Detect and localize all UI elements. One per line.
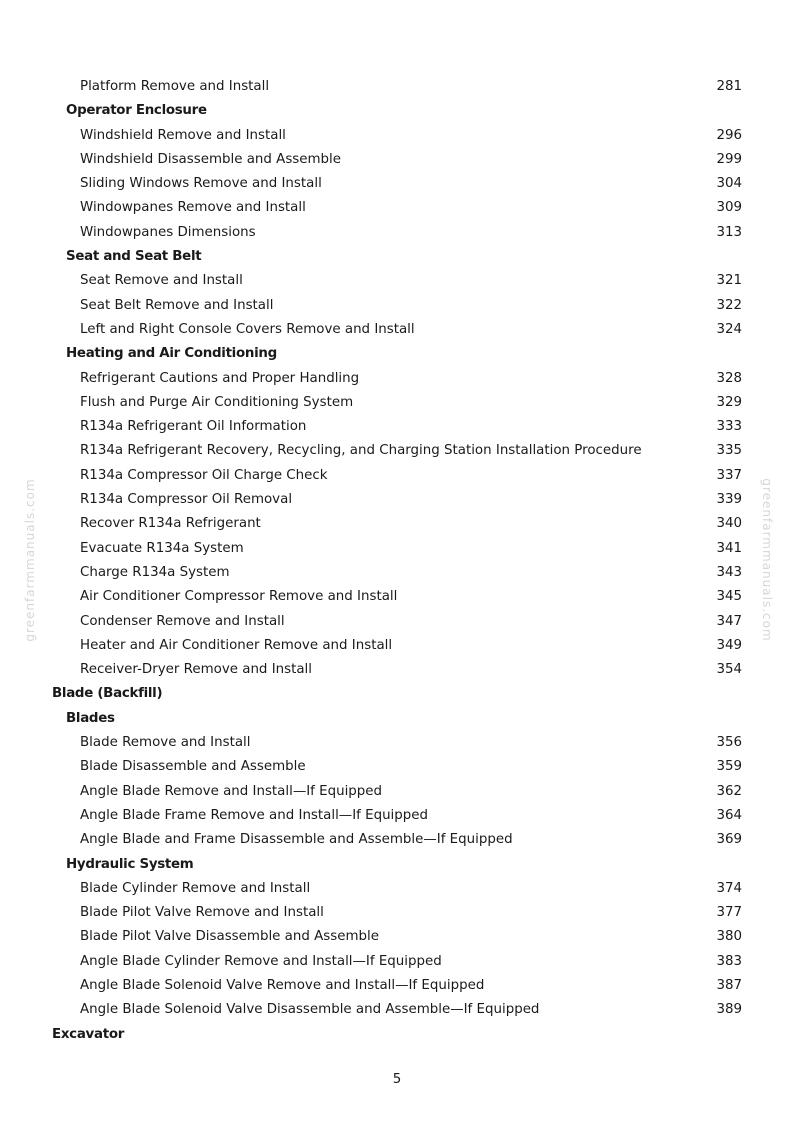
- toc-entry[interactable]: [0, 974, 794, 998]
- toc-entry-page: 389: [716, 1002, 742, 1018]
- toc-entry[interactable]: [0, 512, 794, 536]
- toc-entry-page: 383: [716, 953, 742, 969]
- toc-entry-page: 299: [716, 151, 742, 167]
- toc-entry-title: Angle Blade Frame Remove and Install—If Equipped: [80, 807, 429, 823]
- toc-section-heading[interactable]: [0, 1023, 794, 1047]
- toc-entry-title: Angle Blade Cylinder Remove and Install—If Equipped: [80, 953, 442, 969]
- toc-entry-page: 304: [716, 176, 742, 192]
- toc-entry-title: Blade Pilot Valve Disassemble and Assemble: [80, 929, 379, 945]
- toc-entry-page: 337: [716, 467, 742, 483]
- toc-entry[interactable]: [0, 391, 794, 415]
- toc-entry-page: 328: [716, 370, 742, 386]
- toc-entry[interactable]: [0, 269, 794, 293]
- toc-entry-page: 356: [716, 735, 742, 751]
- toc-entry[interactable]: [0, 804, 794, 828]
- toc-entry-title: Sliding Windows Remove and Install: [80, 176, 322, 192]
- toc-entry-title: Blades: [66, 710, 115, 726]
- toc-subsection-heading[interactable]: [0, 245, 794, 269]
- toc-entry-title: Blade Pilot Valve Remove and Install: [80, 905, 324, 921]
- toc-entry[interactable]: [0, 780, 794, 804]
- toc-entry-title: Receiver-Dryer Remove and Install: [80, 662, 313, 678]
- toc-entry-title: Hydraulic System: [66, 856, 194, 872]
- toc-entry-page: 343: [716, 564, 742, 580]
- toc-entry[interactable]: [0, 658, 794, 682]
- toc-entry-title: Angle Blade Solenoid Valve Disassemble and Assemble—If Equipped: [80, 1002, 540, 1018]
- toc-entry[interactable]: [0, 537, 794, 561]
- page-number: 5: [392, 1072, 402, 1087]
- toc-subsection-heading[interactable]: [0, 707, 794, 731]
- toc-entry[interactable]: [0, 925, 794, 949]
- toc-entry-page: 281: [716, 79, 742, 94]
- toc-entry-title: Angle Blade Remove and Install—If Equipped: [80, 783, 383, 799]
- toc-entry[interactable]: [0, 755, 794, 779]
- toc-entry[interactable]: [0, 877, 794, 901]
- toc-entry-title: Windshield Remove and Install: [80, 127, 286, 143]
- toc-entry-page: 340: [716, 516, 742, 532]
- toc-entry[interactable]: [0, 488, 794, 512]
- toc-entry-page: 322: [716, 297, 742, 313]
- toc-entry-page: 362: [716, 783, 742, 799]
- toc-entry-page: 349: [716, 637, 742, 653]
- toc-entry-title: Air Conditioner Compressor Remove and Install: [80, 589, 398, 605]
- toc-entry[interactable]: [0, 196, 794, 220]
- toc-entry-page: 377: [716, 905, 742, 921]
- toc-entry-title: Flush and Purge Air Conditioning System: [80, 394, 354, 410]
- toc-entry[interactable]: [0, 221, 794, 245]
- toc-entry-title: Blade Disassemble and Assemble: [80, 759, 306, 775]
- toc-entry-title: Heating and Air Conditioning: [66, 346, 277, 362]
- toc-entry[interactable]: [0, 561, 794, 585]
- toc-entry-page: 333: [716, 419, 742, 435]
- toc-entry[interactable]: [0, 294, 794, 318]
- toc-entry-title: Charge R134a System: [80, 564, 230, 580]
- toc-entry-title: Refrigerant Cautions and Proper Handling: [80, 370, 360, 386]
- toc-entry[interactable]: [0, 585, 794, 609]
- toc-entry[interactable]: [0, 172, 794, 196]
- toc-entry-title: Platform Remove and Install: [80, 79, 270, 94]
- toc-entry[interactable]: [0, 464, 794, 488]
- toc-entry[interactable]: [0, 950, 794, 974]
- toc-entry[interactable]: [0, 828, 794, 852]
- toc-entry[interactable]: [0, 415, 794, 439]
- toc-entry-title: Angle Blade Solenoid Valve Remove and Install—If Equipped: [80, 977, 485, 993]
- toc-entry-title: Evacuate R134a System: [80, 540, 244, 556]
- toc-entry-page: 339: [716, 492, 742, 508]
- toc-subsection-heading[interactable]: [0, 342, 794, 366]
- toc-entry-page: 380: [716, 929, 742, 945]
- toc-entry-page: 347: [716, 613, 742, 629]
- toc-entry-page: 309: [716, 200, 742, 216]
- toc-entry-title: R134a Compressor Oil Removal: [80, 492, 293, 508]
- toc-entry[interactable]: [0, 75, 794, 99]
- toc-entry[interactable]: [0, 439, 794, 463]
- toc-subsection-heading[interactable]: [0, 99, 794, 123]
- toc-entry[interactable]: [0, 998, 794, 1022]
- table-of-contents: [0, 75, 794, 1047]
- watermark-left: greenfarmmanuals.com: [23, 478, 37, 642]
- toc-entry-title: R134a Refrigerant Recovery, Recycling, and Charging Station Installation Procedure: [80, 443, 642, 459]
- toc-entry-page: 335: [716, 443, 742, 459]
- toc-subsection-heading[interactable]: [0, 853, 794, 877]
- toc-entry[interactable]: [0, 731, 794, 755]
- toc-entry-page: 313: [716, 224, 742, 240]
- toc-entry-title: Condenser Remove and Install: [80, 613, 285, 629]
- toc-entry-title: R134a Compressor Oil Charge Check: [80, 467, 328, 483]
- toc-entry-title: Angle Blade and Frame Disassemble and Assemble—If Equipped: [80, 832, 513, 848]
- toc-entry-title: R134a Refrigerant Oil Information: [80, 419, 307, 435]
- toc-entry-title: Windowpanes Dimensions: [80, 224, 256, 240]
- toc-entry-title: Heater and Air Conditioner Remove and Install: [80, 637, 393, 653]
- toc-entry-title: Blade (Backfill): [52, 686, 163, 702]
- toc-entry-page: 374: [716, 880, 742, 896]
- toc-entry-title: Seat Remove and Install: [80, 273, 243, 289]
- toc-entry-title: Blade Cylinder Remove and Install: [80, 880, 311, 896]
- toc-entry-title: Windshield Disassemble and Assemble: [80, 151, 342, 167]
- toc-entry[interactable]: [0, 367, 794, 391]
- toc-section-heading[interactable]: [0, 682, 794, 706]
- toc-entry-page: 329: [716, 394, 742, 410]
- toc-entry-title: Recover R134a Refrigerant: [80, 516, 261, 532]
- toc-entry-page: 387: [716, 977, 742, 993]
- toc-entry-page: 369: [716, 832, 742, 848]
- toc-entry[interactable]: [0, 124, 794, 148]
- toc-entry[interactable]: [0, 634, 794, 658]
- toc-entry-title: Excavator: [52, 1026, 125, 1042]
- toc-entry-title: Left and Right Console Covers Remove and Install: [80, 321, 415, 337]
- toc-entry-page: 341: [716, 540, 742, 556]
- toc-entry-page: 359: [716, 759, 742, 775]
- toc-entry-title: Seat Belt Remove and Install: [80, 297, 274, 313]
- toc-entry-title: Blade Remove and Install: [80, 735, 251, 751]
- toc-entry-page: 354: [716, 662, 742, 678]
- watermark-right: greenfarmmanuals.com: [760, 478, 774, 642]
- toc-entry-title: Windowpanes Remove and Install: [80, 200, 306, 216]
- toc-entry-title: Operator Enclosure: [66, 103, 207, 119]
- toc-entry[interactable]: [0, 318, 794, 342]
- toc-entry[interactable]: [0, 148, 794, 172]
- toc-entry-title: Seat and Seat Belt: [66, 249, 202, 265]
- toc-entry-page: 296: [716, 127, 742, 143]
- toc-entry-page: 345: [716, 589, 742, 605]
- toc-entry[interactable]: [0, 901, 794, 925]
- toc-entry[interactable]: [0, 610, 794, 634]
- toc-entry-page: 364: [716, 807, 742, 823]
- toc-entry-page: 324: [716, 321, 742, 337]
- toc-entry-page: 321: [716, 273, 742, 289]
